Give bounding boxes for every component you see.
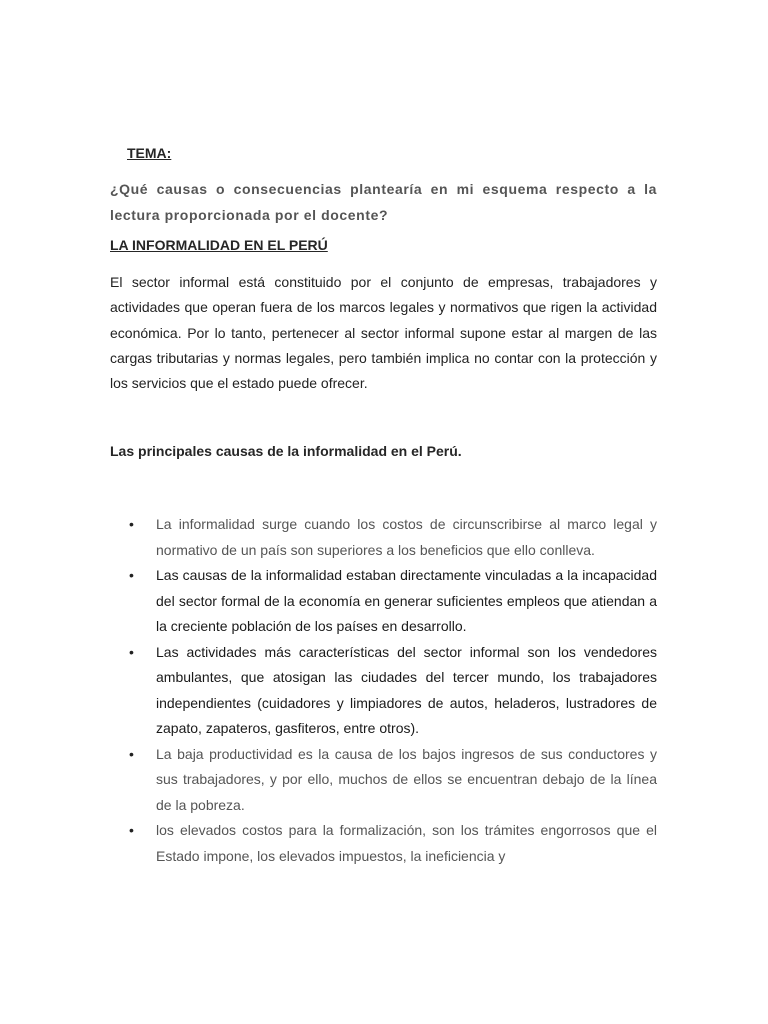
list-item [110, 818, 657, 869]
bullet-icon: • [129, 745, 134, 762]
list-item [110, 512, 657, 563]
list-item [110, 640, 657, 742]
bullet-icon: • [129, 516, 134, 532]
bullet-icon: • [129, 567, 134, 583]
list-item-text: Las actividades más características del sector informal son los vendedores ambulantes, que atosigan las ciudades del tercer mundo, los trabajadores independientes (cuidadores y limpiadores de autos, heladeros, lustradores de zapato, zapateros, gasfiteros, entre otros). [156, 643, 657, 736]
list-item-text: La informalidad surge cuando los costos de circunscribirse al marco legal y normativo de un país son superiores a los beneficios que ello conlleva. [156, 516, 657, 558]
list-item-text: La baja productividad es la causa de los bajos ingresos de sus conductores y sus trabajadores, y por ello, muchos de ellos se encuentran debajo de la línea de la pobreza. [156, 745, 657, 813]
causes-list [110, 512, 657, 869]
list-item-text: Las causas de la informalidad estaban directamente vinculadas a la incapacidad del sector formal de la economía en generar suficientes empleos que atiendan a la creciente población de los países en desarrollo. [156, 567, 657, 634]
list-item-text: los elevados costos para la formalización, son los trámites engorrosos que el Estado impone, los elevados impuestos, la ineficiencia y [156, 822, 657, 864]
bullet-icon: • [129, 643, 134, 660]
question-text: ¿Qué causas o consecuencias plantearía en mi esquema respecto a la lectura proporcionada por el docente? [110, 181, 657, 223]
section-title: LA INFORMALIDAD EN EL PERÚ [110, 237, 328, 253]
list-item [110, 742, 657, 819]
bullet-icon: • [129, 822, 134, 838]
list-item [110, 563, 657, 640]
causes-title: Las principales causas de la informalidad en el Perú. [110, 443, 462, 459]
tema-heading: TEMA: [127, 145, 172, 161]
intro-paragraph: El sector informal está constituido por el conjunto de empresas, trabajadores y actividades que operan fuera de los marcos legales y normativos que rigen la actividad económica. Por lo tanto, pertenecer al sector informal supone estar al margen de las cargas tributarias y normas legales, pero también implica no contar con la protección y los servicios que el estado puede ofrecer. [110, 274, 657, 392]
